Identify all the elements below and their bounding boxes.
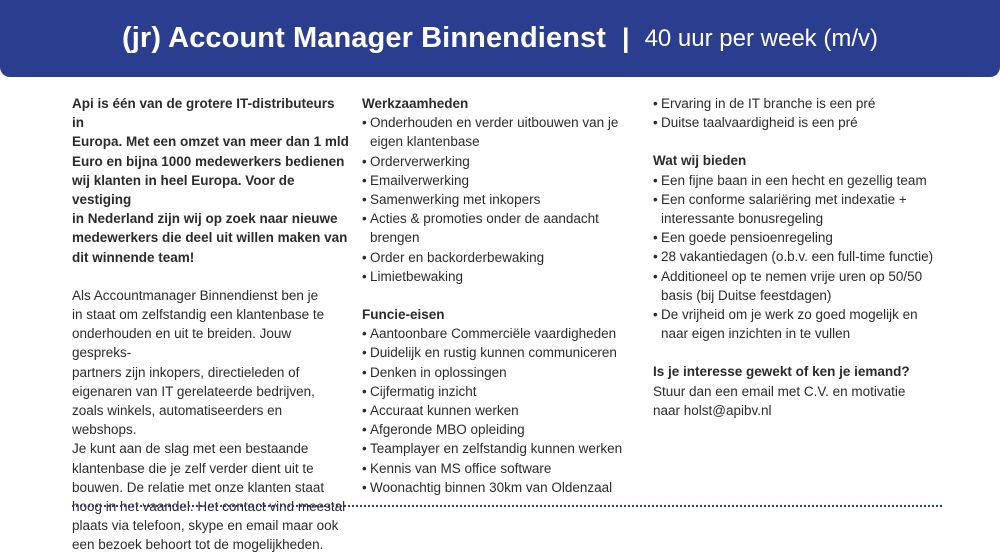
list-item: • Additioneel op te nemen vrije uren op 50/50 basis (bij Duitse feestdagen) [653, 267, 943, 305]
list-item: • Woonachtig binnen 30km van Oldenzaal [362, 478, 647, 497]
dotted-divider [72, 505, 942, 507]
list-item: • Kennis van MS office software [362, 459, 647, 478]
job-title: (jr) Account Manager Binnendienst [122, 22, 606, 54]
body-line: hoog in het vaandel. Het contact vind meestal [72, 499, 346, 515]
list-item: • Orderverwerking [362, 152, 647, 171]
list-item: • Afgeronde MBO opleiding [362, 420, 647, 439]
body-line: bouwen. De relatie met onze klanten staat [72, 479, 325, 495]
functie-eisen-list [362, 324, 647, 497]
body-line: onderhouden en uit te breiden. Jouw gespreks- [72, 326, 292, 361]
list-item: • Limietbewaking [362, 267, 647, 286]
bieden-heading: Wat wij bieden [653, 153, 747, 169]
intro-line: wij klanten in heel Europa. Voor de vestiging [72, 172, 295, 208]
list-item: • Accuraat kunnen werken [362, 401, 647, 420]
body-line: zoals winkels, automatiseerders en webshops. [72, 403, 283, 438]
list-item: • Cijfermatig inzicht [362, 382, 647, 401]
list-item: • Aantoonbare Commerciële vaardigheden [362, 324, 647, 343]
body-line: eigenaren van IT gerelateerde bedrijven, [72, 383, 315, 399]
werkzaamheden-heading: Werkzaamheden [362, 96, 469, 111]
contact-email-line: naar holst@apibv.nl [653, 402, 772, 418]
body-line: klantenbase die je zelf verder dient uit te [72, 460, 314, 476]
list-item: • De vrijheid om je werk zo goed mogelijk en naar eigen inzichten in te vullen [653, 305, 943, 343]
body-line: Als Accountmanager Binnendienst ben je [72, 287, 319, 303]
list-item: • Een fijne baan in een hecht en gezellig team [653, 171, 943, 190]
contact-line: Stuur dan een email met C.V. en motivatie [653, 383, 906, 399]
list-item: • 28 vakantiedagen (o.b.v. een full-time functie) [653, 247, 943, 266]
list-item: • Een conforme salariëring met indexatie + interessante bonusregeling [653, 190, 943, 228]
title-separator: | [622, 23, 630, 53]
list-item: • Order en backorderbewaking [362, 248, 647, 267]
body-line: in staat om zelfstandig een klantenbase te [72, 307, 325, 323]
list-item: • Teamplayer en zelfstandig kunnen werken [362, 439, 647, 458]
intro-line: dit winnende team! [72, 249, 195, 265]
functie-eisen-heading: Funcie-eisen [362, 307, 445, 323]
list-item: • Denken in oplossingen [362, 363, 647, 382]
intro-text [72, 94, 350, 267]
contact-heading: Is je interesse gewekt of ken je iemand? [653, 364, 910, 380]
column-offer-contact [653, 94, 943, 420]
column-company [72, 94, 350, 555]
column-tasks-requirements [362, 94, 647, 497]
intro-line: Api is één van de grotere IT-distributeurs in [72, 96, 335, 131]
list-item: • Samenwerking met inkopers [362, 190, 647, 209]
header-banner [0, 0, 1000, 77]
list-item: • Duidelijk en rustig kunnen communiceren [362, 343, 647, 362]
body-line: plaats via telefoon, skype en email maar ook [72, 518, 339, 534]
body-line: een bezoek behoort tot de mogelijkheden. [72, 537, 324, 553]
body-line: partners zijn inkopers, directieleden of [72, 364, 300, 380]
list-item: • Ervaring in de IT branche is een pré [653, 94, 943, 113]
job-hours: 40 uur per week (m/v) [644, 24, 878, 52]
intro-line: Euro en bijna 1000 medewerkers bedienen [72, 153, 345, 169]
list-item: • Onderhouden en verder uitbouwen van je eigen klantenbase [362, 113, 647, 151]
werkzaamheden-list [362, 113, 647, 286]
intro-line: in Nederland zijn wij op zoek naar nieuwe [72, 211, 338, 227]
bieden-list [653, 171, 943, 344]
body-text [72, 286, 350, 555]
body-line: Je kunt aan de slag met een bestaande [72, 441, 309, 457]
list-item: • Een goede pensioenregeling [653, 228, 943, 247]
list-item: • Duitse taalvaardigheid is een pré [653, 113, 943, 132]
list-item: • Emailverwerking [362, 171, 647, 190]
extra-requirements-list [653, 94, 943, 132]
intro-line: medewerkers die deel uit willen maken van [72, 230, 348, 246]
intro-line: Europa. Met een omzet van meer dan 1 mld [72, 134, 349, 150]
list-item: • Acties & promoties onder de aandacht brengen [362, 209, 647, 247]
